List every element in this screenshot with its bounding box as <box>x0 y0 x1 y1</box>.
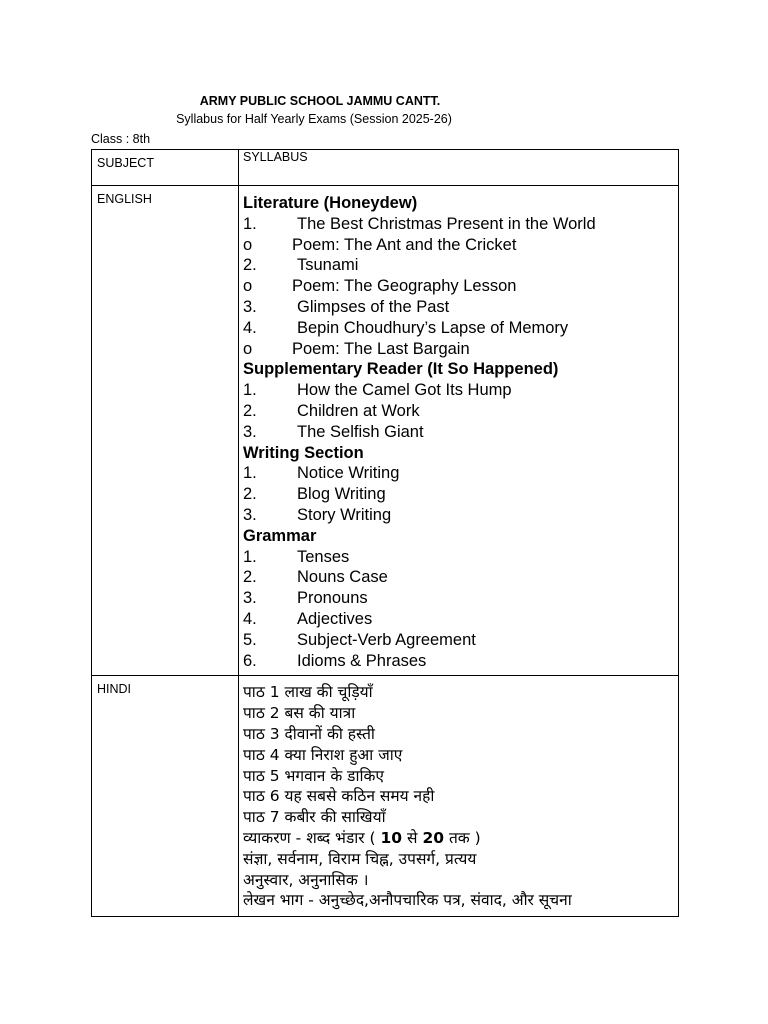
syllabus-item <box>243 609 674 630</box>
item-marker: 1. <box>243 214 257 233</box>
item-text: The Best Christmas Present in the World <box>297 214 596 233</box>
english-syllabus-cell <box>239 186 679 676</box>
item-marker: 2. <box>243 568 257 587</box>
exam-subtitle: Syllabus for Half Yearly Exams (Session 2025-26) <box>176 112 452 126</box>
hindi-lesson: पाठ 3 दीवानों की हस्ती <box>243 724 375 743</box>
item-text: Subject-Verb Agreement <box>297 630 476 649</box>
item-marker: 2. <box>243 485 257 504</box>
item-marker: 1. <box>243 464 257 483</box>
item-marker: o <box>243 235 253 254</box>
syllabus-item <box>243 651 674 672</box>
item-marker: 3. <box>243 297 257 316</box>
item-marker: 3. <box>243 589 257 608</box>
hindi-lesson: पाठ 4 क्या निराश हुआ जाए <box>243 745 403 764</box>
grammar-range-to: 20 <box>422 828 445 847</box>
class-label: Class : 8th <box>91 132 151 146</box>
section-heading: Literature (Honeydew) <box>243 194 418 212</box>
hindi-lesson: पाठ 5 भगवान के डाकिए <box>243 766 384 785</box>
syllabus-item <box>243 505 674 526</box>
subject-hindi: HINDI <box>92 676 239 917</box>
item-marker: 3. <box>243 422 257 441</box>
grammar-range-mid: से <box>402 828 423 847</box>
item-marker: o <box>243 277 253 296</box>
subject-english: ENGLISH <box>92 186 239 676</box>
hindi-grammar-list <box>243 849 674 911</box>
item-text: Nouns Case <box>297 568 388 587</box>
syllabus-item <box>243 401 674 422</box>
item-marker: o <box>243 339 253 358</box>
item-text: Children at Work <box>297 401 420 420</box>
english-syllabus-content <box>243 186 674 675</box>
hindi-lesson: पाठ 2 बस की यात्रा <box>243 704 356 723</box>
hindi-row <box>92 676 679 917</box>
item-text: Glimpses of the Past <box>297 297 450 316</box>
syllabus-item <box>243 463 674 484</box>
hindi-grammar-line: लेखन भाग - अनुच्छेद,अनौपचारिक पत्र, संवाद, और सूचना <box>243 891 572 910</box>
item-text: Tsunami <box>297 256 359 275</box>
syllabus-table <box>91 149 679 917</box>
syllabus-item <box>243 484 674 505</box>
school-name: ARMY PUBLIC SCHOOL JAMMU CANTT. <box>199 94 441 108</box>
item-text: Poem: The Ant and the Cricket <box>292 235 517 254</box>
hindi-lesson: पाठ 7 कबीर की साखियाँ <box>243 808 386 827</box>
item-text: Story Writing <box>297 505 392 524</box>
syllabus-column-header: SYLLABUS <box>239 150 679 186</box>
grammar-prefix: व्याकरण - शब्द भंडार ( <box>243 828 381 847</box>
syllabus-item <box>243 339 674 360</box>
item-text: Blog Writing <box>297 485 386 504</box>
item-text: Pronouns <box>297 589 368 608</box>
syllabus-item <box>243 567 674 588</box>
item-marker: 1. <box>243 381 257 400</box>
item-marker: 3. <box>243 505 257 524</box>
syllabus-item <box>243 214 674 235</box>
syllabus-item <box>243 235 674 256</box>
hindi-syllabus-content <box>243 676 674 916</box>
item-marker: 2. <box>243 401 257 420</box>
item-text: Notice Writing <box>297 464 400 483</box>
syllabus-item <box>243 318 674 339</box>
item-marker: 4. <box>243 318 257 337</box>
item-marker: 2. <box>243 256 257 275</box>
hindi-syllabus-cell <box>239 676 679 917</box>
item-marker: 5. <box>243 630 257 649</box>
item-text: Tenses <box>297 547 350 566</box>
english-row <box>92 186 679 676</box>
item-text: Adjectives <box>297 609 373 628</box>
item-text: Poem: The Last Bargain <box>292 339 470 358</box>
syllabus-item <box>243 297 674 318</box>
item-marker: 6. <box>243 651 257 670</box>
section-heading: Grammar <box>243 526 317 545</box>
subject-column-header: SUBJECT <box>92 150 239 186</box>
item-text: How the Camel Got Its Hump <box>297 381 512 400</box>
item-text: Bepin Choudhury’s Lapse of Memory <box>297 318 569 337</box>
hindi-grammar-line: संज्ञा, सर्वनाम, विराम चिह्न, उपसर्ग, प्रत्यय <box>243 849 477 868</box>
syllabus-item <box>243 380 674 401</box>
hindi-grammar-heading <box>243 828 674 849</box>
item-text: Poem: The Geography Lesson <box>292 277 517 296</box>
item-text: Idioms & Phrases <box>297 651 427 670</box>
item-marker: 4. <box>243 609 257 628</box>
hindi-lesson: पाठ 6 यह सबसे कठिन समय नही <box>243 787 435 806</box>
item-marker: 1. <box>243 547 257 566</box>
grammar-range-from: 10 <box>380 828 403 847</box>
syllabus-item <box>243 547 674 568</box>
hindi-lesson-list <box>243 682 674 828</box>
syllabus-item <box>243 255 674 276</box>
syllabus-item <box>243 588 674 609</box>
syllabus-item <box>243 276 674 297</box>
hindi-grammar-line: अनुस्वार, अनुनासिक । <box>243 870 369 889</box>
syllabus-item <box>243 422 674 443</box>
syllabus-item <box>243 630 674 651</box>
section-heading: Supplementary Reader (It So Happened) <box>243 360 559 379</box>
hindi-lesson: पाठ 1 लाख की चूड़ियाँ <box>243 683 373 702</box>
table-header-row <box>92 150 679 186</box>
grammar-suffix: तक ) <box>444 828 481 847</box>
section-heading: Writing Section <box>243 443 364 462</box>
item-text: The Selfish Giant <box>297 422 424 441</box>
